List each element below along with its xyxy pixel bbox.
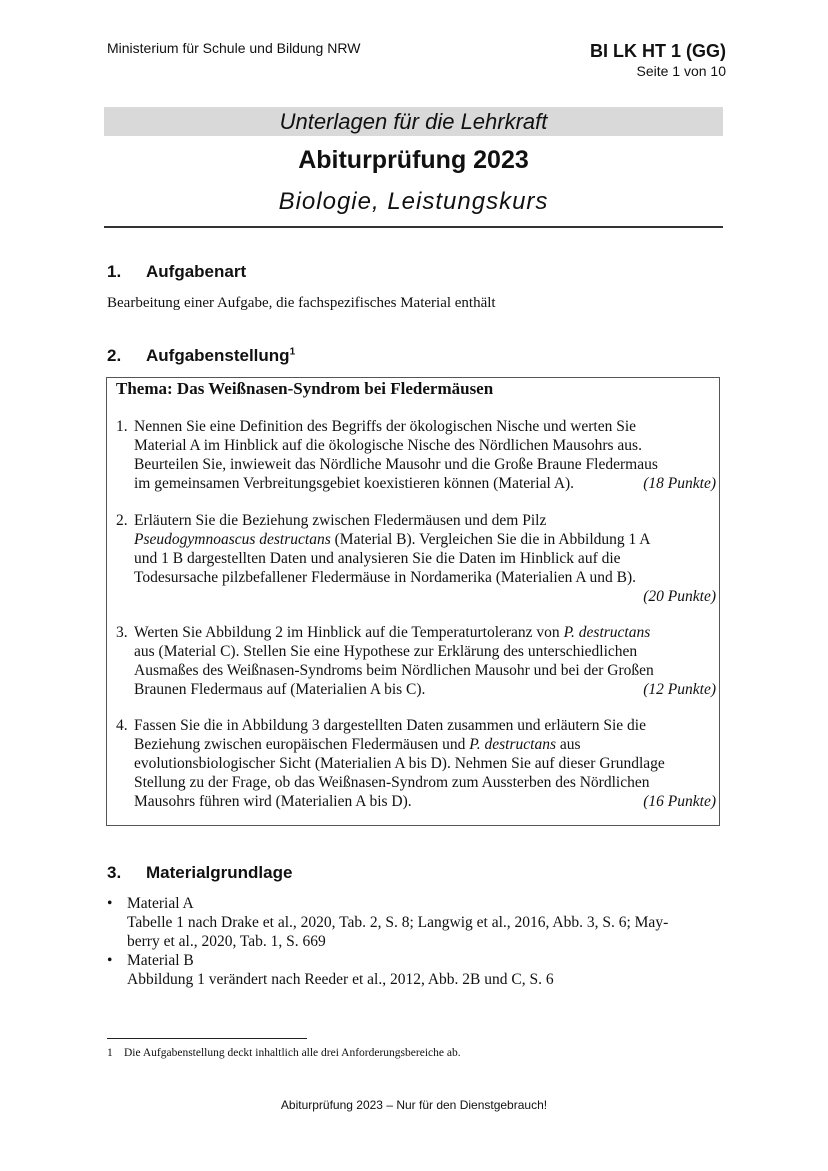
material-label: Material B — [127, 952, 194, 969]
footnote — [107, 1047, 461, 1059]
task-line: im gemeinsamen Verbreitungsgebiet koexistieren können (Material A). — [134, 475, 575, 492]
task-item-3 — [116, 623, 716, 699]
material-source: Tabelle 1 nach Drake et al., 2020, Tab. 2, S. 8; Langwig et al., 2016, Abb. 3, S. 6; May- — [127, 914, 669, 931]
task-points: (12 Punkte) — [643, 681, 716, 698]
species-name: Pseudogymnoascus destructans — [134, 531, 331, 548]
task-line-text: (Material B). Vergleichen Sie die in Abbildung 1 A — [330, 531, 651, 548]
task-line — [134, 530, 716, 549]
task-number: 4. — [116, 717, 128, 734]
task-line: Erläutern Sie die Beziehung zwischen Fledermäusen und dem Pilz — [134, 512, 547, 529]
material-source: berry et al., 2020, Tab. 1, S. 669 — [127, 933, 326, 950]
bullet-icon: • — [107, 895, 113, 912]
task-points: (18 Punkte) — [643, 475, 716, 492]
section-title: Materialgrundlage — [146, 863, 293, 882]
species-name: P. destructans — [469, 736, 556, 753]
material-item-a — [107, 894, 668, 951]
task-line — [134, 623, 716, 642]
task-line-last — [134, 680, 716, 699]
species-name: P. destructans — [563, 624, 651, 641]
task-line: Mausohrs führen wird (Materialien A bis D). — [134, 793, 412, 810]
footnote-number: 1 — [107, 1047, 113, 1059]
task-item-4 — [116, 716, 716, 811]
task-number: 1. — [116, 418, 128, 435]
task-line: Material A im Hinblick auf die ökologische Nische des Nördlichen Mausohrs aus. — [134, 437, 642, 454]
page-footer: Abiturprüfung 2023 – Nur für den Dienstgebrauch! — [280, 1098, 548, 1112]
task-line: evolutionsbiologischer Sicht (Materialien A bis D). Nehmen Sie auf dieser Grundlage — [134, 755, 665, 772]
task-line: Ausmaßes des Weißnasen-Syndroms beim Nördlichen Mausohr und bei der Großen — [134, 662, 654, 679]
section-2-heading — [107, 346, 295, 366]
title-divider — [104, 226, 723, 228]
task-line-text: Werten Sie Abbildung 2 im Hinblick auf die Temperaturtoleranz von — [134, 624, 564, 641]
task-line-last — [134, 474, 716, 493]
task-line: Todesursache pilzbefallener Fledermäuse in Nordamerika (Materialien A und B). — [134, 569, 637, 586]
task-number: 2. — [116, 512, 128, 529]
task-points: (16 Punkte) — [643, 793, 716, 810]
task-line — [134, 735, 716, 754]
task-box — [106, 377, 720, 826]
exam-code: BI LK HT 1 (GG) — [590, 41, 726, 61]
bullet-icon: • — [107, 952, 113, 969]
page-number: Seite 1 von 10 — [636, 63, 726, 79]
section-number: 1. — [107, 262, 122, 281]
task-line: Fassen Sie die in Abbildung 3 dargestellten Daten zusammen und erläutern Sie die — [134, 717, 646, 734]
document-title: Abiturprüfung 2023 — [298, 146, 529, 174]
section-title: Aufgabenart — [146, 262, 247, 281]
section-title: Aufgabenstellung — [146, 346, 290, 365]
page-header-right — [590, 40, 726, 80]
task-line: Beurteilen Sie, inwieweit das Nördliche Mausohr und die Große Braune Fledermaus — [134, 456, 658, 473]
task-line: und 1 B dargestellten Daten und analysieren Sie die Daten im Hinblick auf die — [134, 550, 621, 567]
task-item-1 — [116, 417, 716, 493]
task-item-2 — [116, 511, 716, 606]
footnote-ref[interactable]: 1 — [289, 346, 296, 358]
ministry-name: Ministerium für Schule und Bildung NRW — [107, 40, 361, 56]
task-number: 3. — [116, 624, 128, 641]
section-number: 2. — [107, 346, 122, 365]
footnote-text: Die Aufgabenstellung deckt inhaltlich alle drei Anforderungsbereiche ab. — [124, 1047, 461, 1059]
task-line: Braunen Fledermaus auf (Materialien A bis C). — [134, 681, 426, 698]
teacher-materials-band: Unterlagen für die Lehrkraft — [104, 107, 723, 136]
task-type-text: Bearbeitung einer Aufgabe, die fachspezifisches Material enthält — [107, 295, 496, 311]
section-number: 3. — [107, 863, 122, 882]
material-source: Abbildung 1 verändert nach Reeder et al., 2012, Abb. 2B und C, S. 6 — [127, 971, 554, 988]
section-1-heading — [107, 262, 246, 282]
material-item-b — [107, 951, 554, 989]
task-line-text: Beziehung zwischen europäischen Fledermäusen und — [134, 736, 470, 753]
document-subtitle: Biologie, Leistungskurs — [278, 188, 549, 215]
theme-heading: Thema: Das Weißnasen-Syndrom bei Fledermäusen — [116, 379, 494, 398]
task-line-last — [134, 587, 716, 606]
section-3-heading — [107, 863, 292, 883]
task-line-text: aus — [556, 736, 581, 753]
task-points: (20 Punkte) — [643, 588, 716, 605]
footnote-divider — [107, 1038, 307, 1039]
task-line: Stellung zu der Frage, ob das Weißnasen-Syndrom zum Aussterben des Nördlichen — [134, 774, 650, 791]
task-line-last — [134, 792, 716, 811]
task-line: Nennen Sie eine Definition des Begriffs der ökologischen Nische und werten Sie — [134, 418, 637, 435]
material-label: Material A — [127, 895, 194, 912]
task-line: aus (Material C). Stellen Sie eine Hypothese zur Erklärung des unterschiedlichen — [134, 643, 638, 660]
